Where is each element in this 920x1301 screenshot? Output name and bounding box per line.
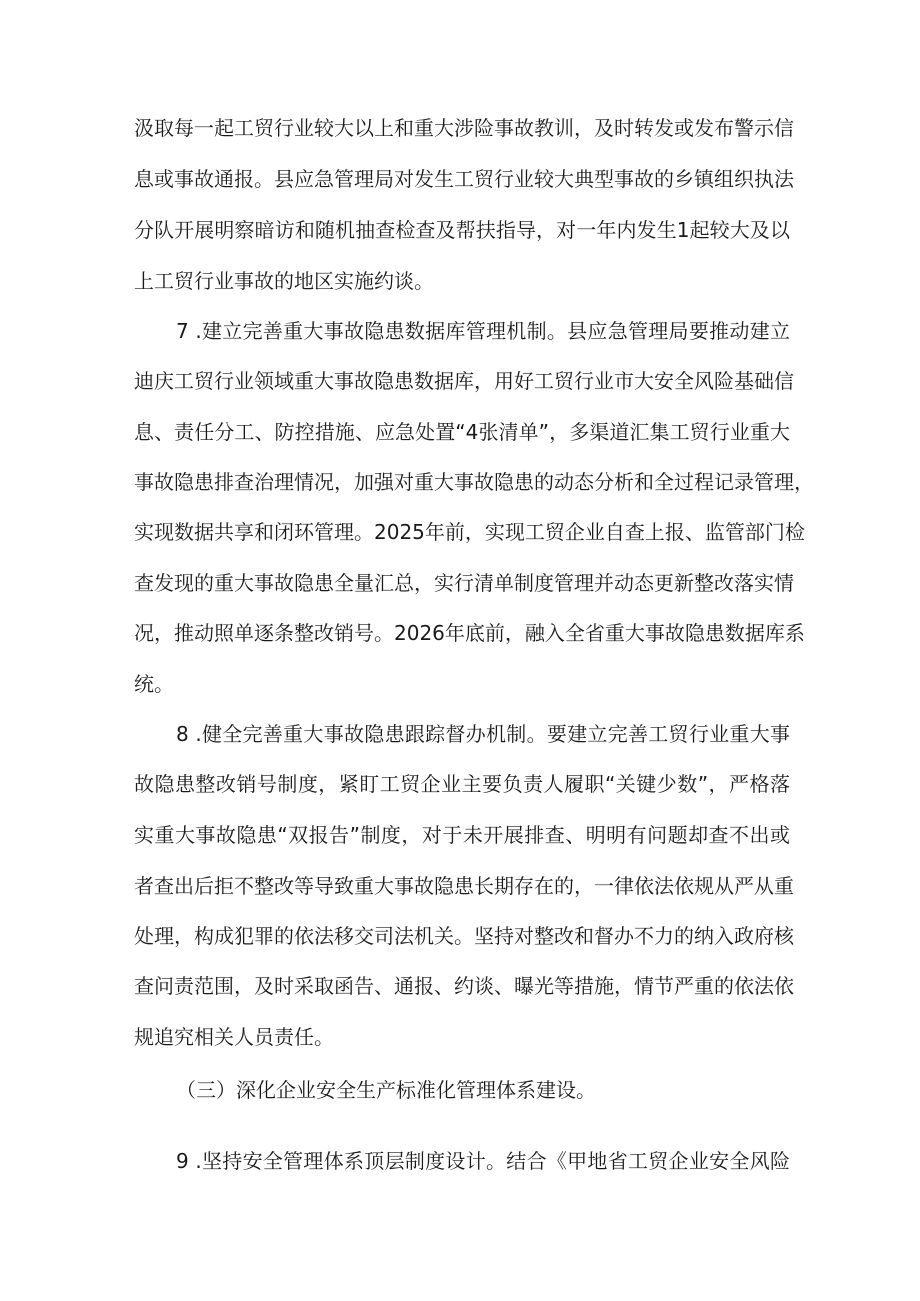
paragraph-line: 实重大事故隐患“双报告”制度，对于未开展排查、明明有问题却查不出或 <box>134 823 790 847</box>
paragraph-line: 上工贸行业事故的地区实施约谈。 <box>134 269 434 293</box>
paragraph-line: 查问责范围，及时采取函告、通报、约谈、曝光等措施，情节严重的依法依 <box>134 974 794 998</box>
paragraph-line: 者查出后拒不整改等导致重大事故隐患长期存在的，一律依法依规从严从重 <box>134 874 794 898</box>
paragraph-line: 8 .健全完善重大事故隐患跟踪督办机制。要建立完善工贸行业重大事 <box>176 722 790 746</box>
section-heading: （三）深化企业安全生产标准化管理体系建设。 <box>176 1078 596 1102</box>
paragraph-line: 事故隐患排查治理情况，加强对重大事故隐患的动态分析和全过程记录管理， <box>134 470 814 494</box>
paragraph-line: 分队开展明察暗访和随机抽查检查及帮扶指导，对一年内发生1起较大及以 <box>134 218 790 242</box>
paragraph-line: 查发现的重大事故隐患全量汇总，实行清单制度管理并动态更新整改落实情 <box>134 571 794 595</box>
paragraph-line: 汲取每一起工贸行业较大以上和重大涉险事故教训，及时转发或发布警示信 <box>134 116 794 140</box>
paragraph-line: 息或事故通报。县应急管理局对发生工贸行业较大典型事故的乡镇组织执法 <box>134 167 794 191</box>
paragraph-line: 迪庆工贸行业领域重大事故隐患数据库，用好工贸行业市大安全风险基础信 <box>134 369 794 393</box>
paragraph-line: 故隐患整改销号制度，紧盯工贸企业主要负责人履职“关键少数”，严格落 <box>134 772 790 796</box>
paragraph-line: 规追究相关人员责任。 <box>134 1025 334 1049</box>
paragraph-line: 7 .建立完善重大事故隐患数据库管理机制。县应急管理局要推动建立 <box>176 319 790 343</box>
paragraph-line: 9 .坚持安全管理体系顶层制度设计。结合《甲地省工贸企业安全风险 <box>176 1149 790 1173</box>
paragraph-line: 处理，构成犯罪的依法移交司法机关。坚持对整改和督办不力的纳入政府核 <box>134 924 794 948</box>
paragraph-line: 统。 <box>134 672 174 696</box>
paragraph-line: 实现数据共享和闭环管理。2025年前，实现工贸企业自查上报、监管部门检 <box>134 520 805 544</box>
paragraph-line: 息、责任分工、防控措施、应急处置“4张清单”，多渠道汇集工贸行业重大 <box>134 420 790 444</box>
paragraph-line: 况，推动照单逐条整改销号。2026年底前，融入全省重大事故隐患数据库系 <box>134 621 805 645</box>
